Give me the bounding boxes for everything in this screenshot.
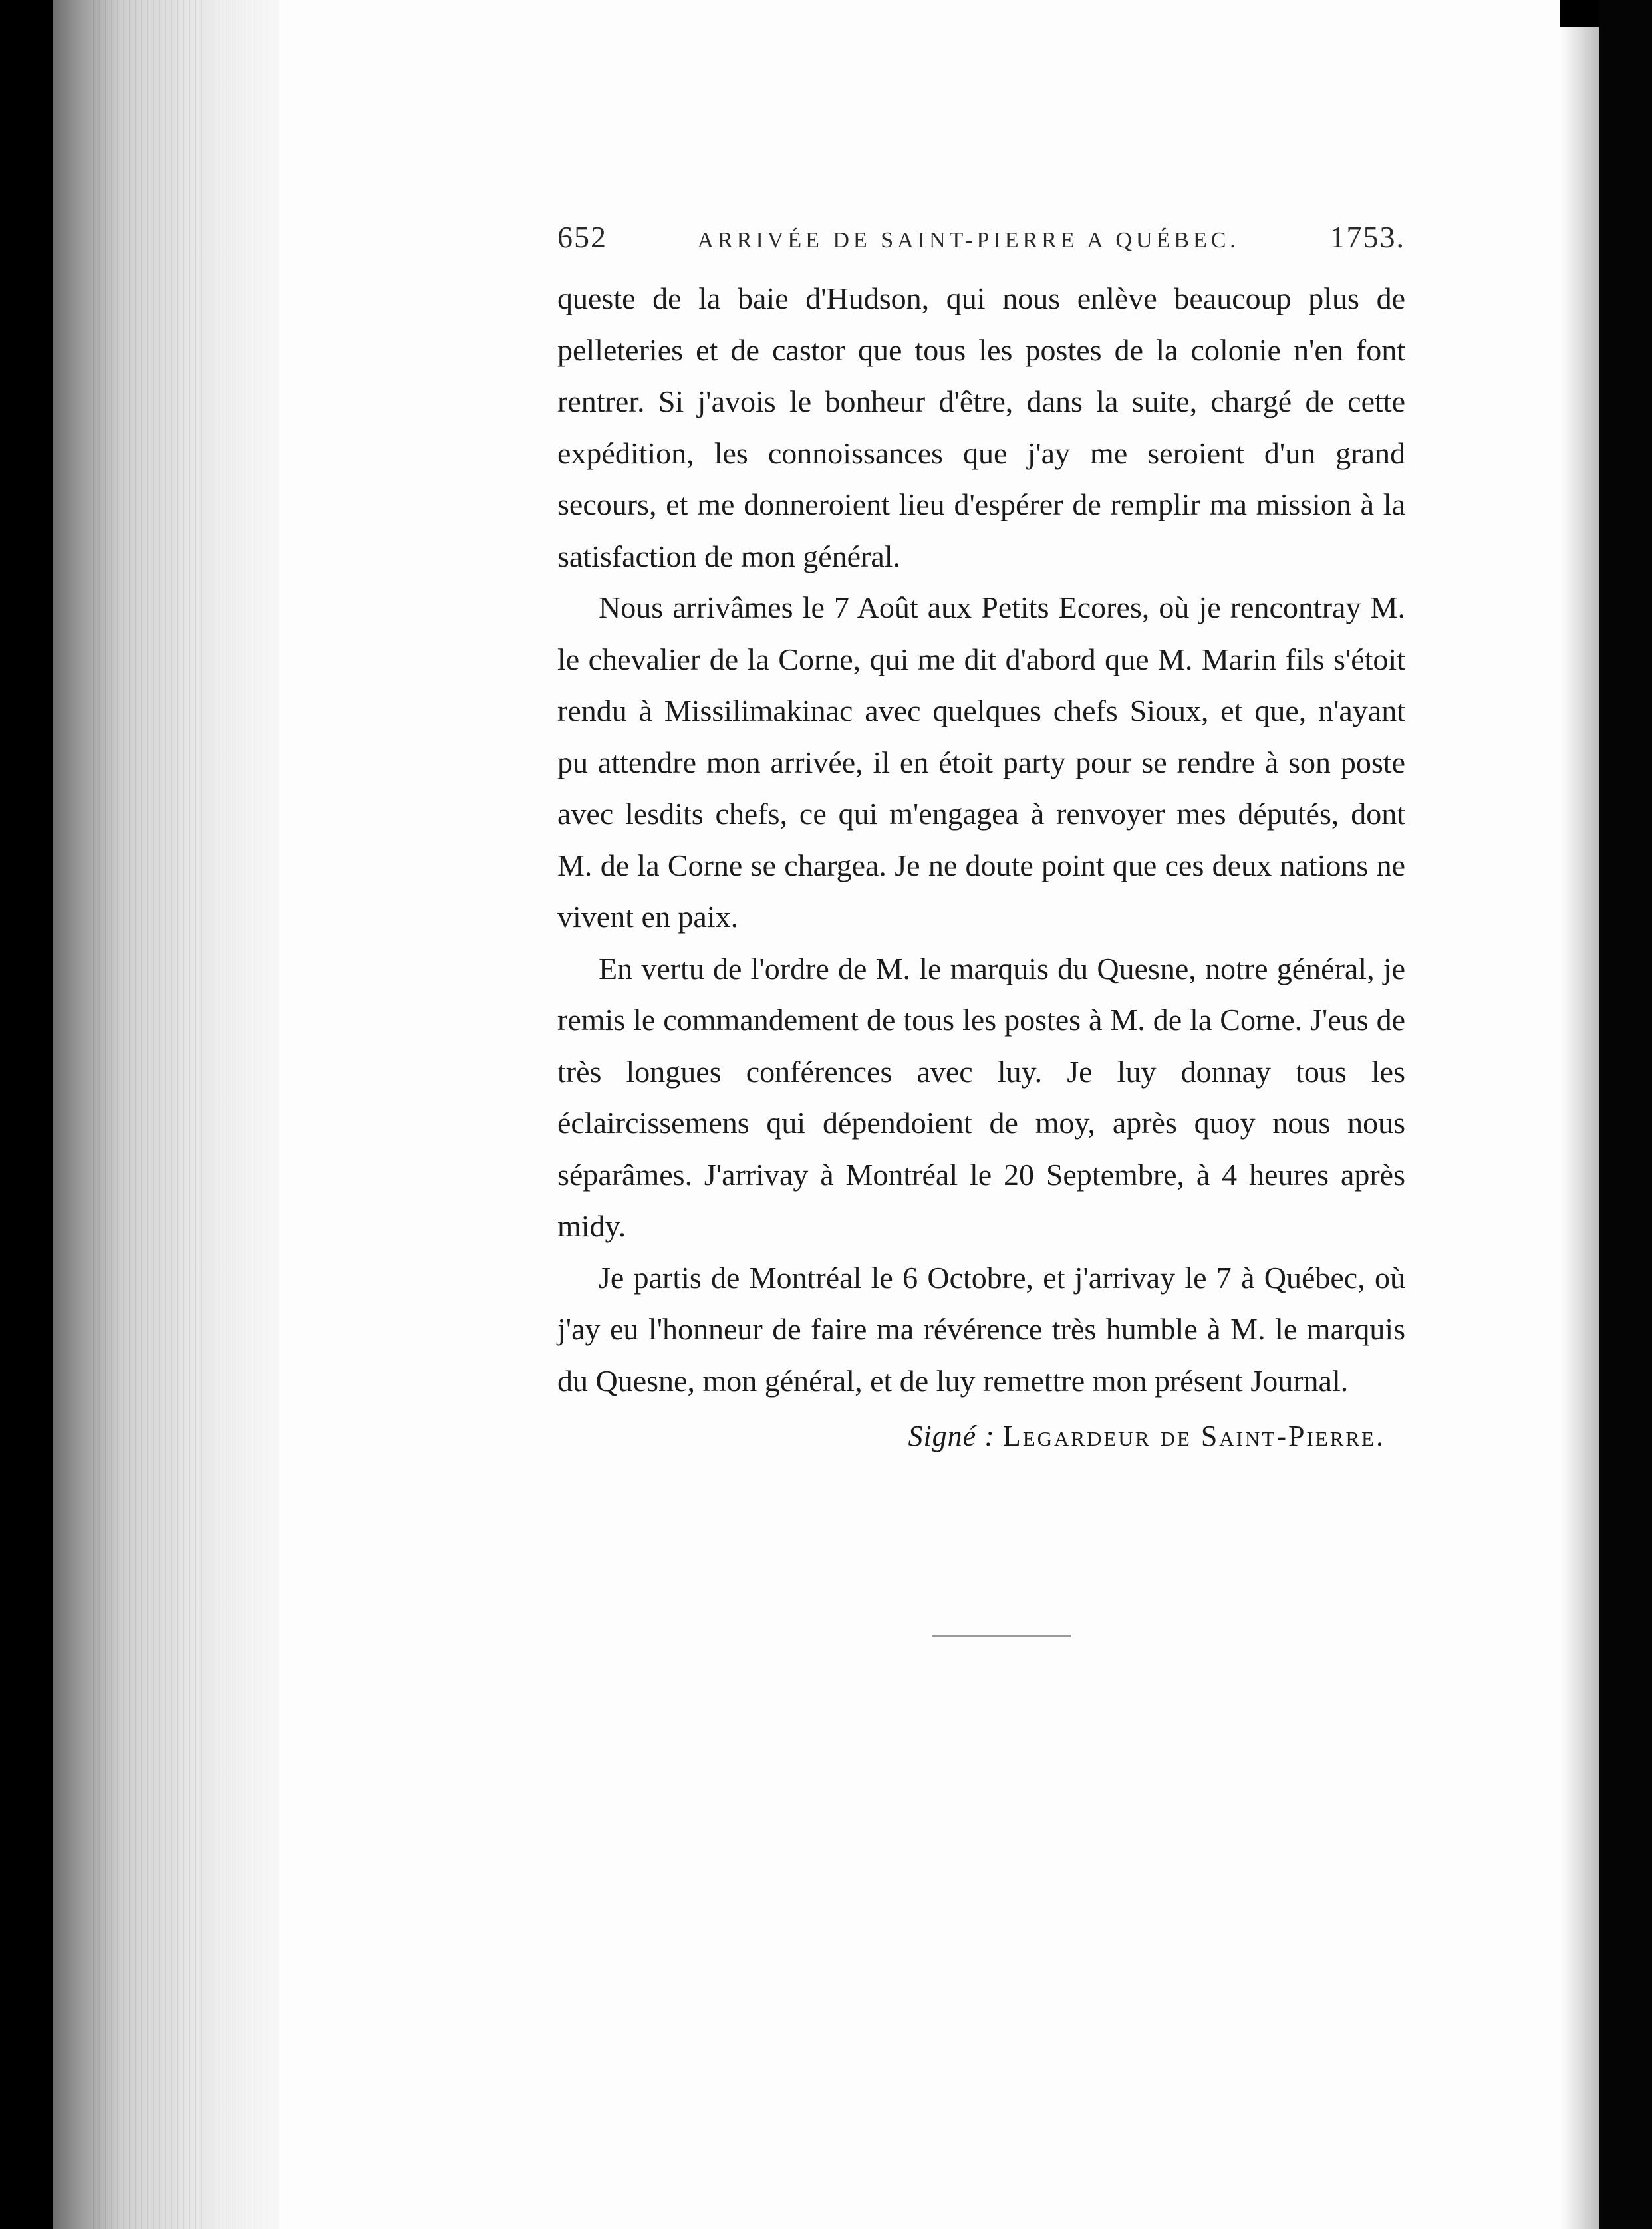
paragraph-3: En vertu de l'ordre de M. le marquis du Quesne, notre général, je remis le commandement de tous les postes à M. de la Corne. J'eus de très longues conférences avec luy. Je luy donnay tous les éclaircissemens qui dépendoient de moy, après quoy nous nous séparâmes. J'arrivay à Montréal le 20 Septembre, à 4 heures après midy. (557, 951, 1405, 1243)
paragraph-2: Nous arrivâmes le 7 Août aux Petits Ecores, où je rencontray M. le chevalier de la Corne, qui me dit d'abord que M. Marin fils s'étoit rendu à Missilimakinac avec quelques chefs Sioux, et que, n'ayant pu attendre mon arrivée, il en étoit party pour se rendre à son poste avec lesdits chefs, ce qui m'engagea à renvoyer mes députés, dont M. de la Corne se chargea. Je ne doute point que ces deux nations ne vivent en paix. (557, 590, 1405, 934)
running-year: 1753. (1329, 220, 1405, 254)
scan-background (1599, 0, 1652, 2229)
signature-line (557, 1410, 1405, 1462)
signature-name: Legardeur de Saint-Pierre. (1002, 1420, 1385, 1452)
closing-rule (932, 1635, 1071, 1637)
page-number: 652 (557, 220, 607, 254)
paragraph-4: Je partis de Montréal le 6 Octobre, et j'arrivay le 7 à Québec, où j'ay eu l'honneur de faire ma révérence très humble à M. le marquis du Quesne, mon général, et de luy remettre mon présent Journal. (557, 1260, 1405, 1398)
running-header (557, 211, 1405, 273)
paragraph-1: queste de la baie d'Hudson, qui nous enlève beaucoup plus de pelleteries et de castor que tous les postes de la colonie n'en font rentrer. Si j'avois le bonheur d'être, dans la suite, chargé de cette expédition, les connoissances que j'ay me seroient d'un grand secours, et me donneroient lieu d'espérer de remplir ma mission à la satisfaction de mon général. (557, 281, 1405, 573)
running-title: ARRIVÉE DE SAINT-PIERRE A QUÉBEC. (697, 228, 1240, 253)
facing-page-edge (1560, 27, 1599, 2229)
signature-label: Signé : (908, 1420, 995, 1452)
page-edge-texture (93, 0, 266, 2229)
page-text-block (557, 211, 1405, 1462)
